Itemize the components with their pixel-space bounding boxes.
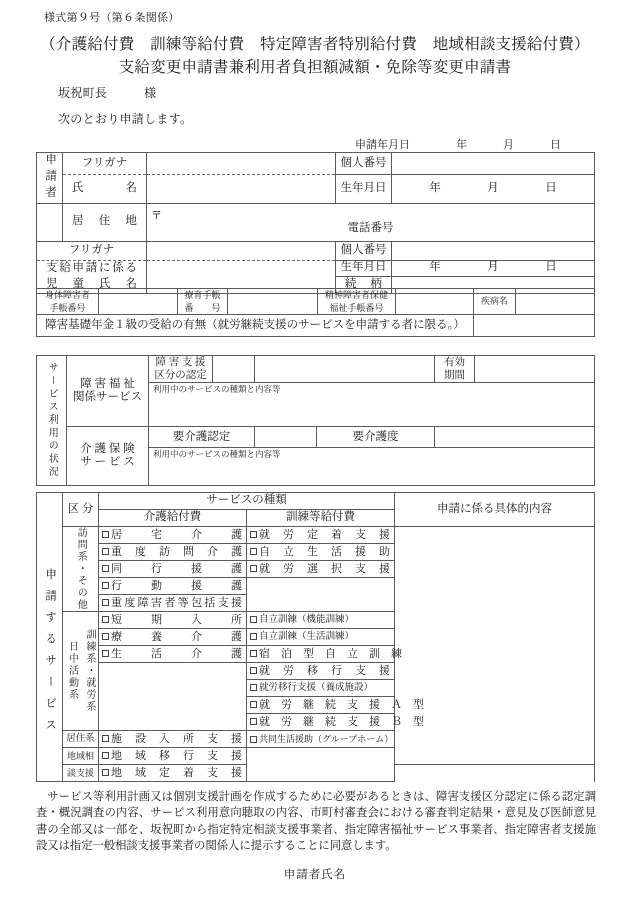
group-label-residential: 居住系 [63, 731, 99, 748]
care-certification-row [37, 427, 595, 448]
validity-period-input[interactable] [475, 356, 595, 383]
checkbox-icon[interactable] [102, 599, 109, 606]
child-name-label-1: 支給申請に係る [37, 260, 147, 276]
consent-text: サービス等利用計画又は個別支援計画を作成するために必要があるときは、障害支援区分認定に係る認定調査・概況調査の内容、サービス利用意向聴取の内容、市町村審査会における審査判定結果・意見及び医師意見書の全部又は一部を、坂祝町から指定特定相談支援事業者、指定障害福祉サービス事業者、指定障害者支援施設又は指定一般相談支援事業者の関係人に提示することに同意します。 [36, 791, 596, 853]
ryoiku-certificate-input[interactable] [228, 289, 318, 315]
service-checkbox-cell[interactable]: 自 立 生 活 援 助 [247, 544, 395, 561]
checkbox-icon[interactable] [250, 548, 257, 555]
service-checkbox-cell[interactable]: 施 設 入 所 支 援 [99, 731, 247, 748]
group-label-daytime [63, 612, 99, 731]
checkbox-icon[interactable] [102, 616, 109, 623]
addressee: 坂祝町長 様 [58, 86, 157, 100]
care-certification-input[interactable] [255, 427, 317, 448]
services-header-row-1 [37, 493, 595, 510]
checkbox-icon[interactable] [250, 565, 257, 572]
child-furigana-input[interactable] [147, 241, 336, 260]
pension-row [37, 315, 595, 337]
group-label-regional-1: 地域相 [63, 748, 99, 765]
mental-certificate-input[interactable] [396, 289, 474, 315]
service-checkbox-cell[interactable]: 地 域 定 着 支 援 [99, 765, 247, 782]
service-checkbox-cell[interactable]: 療 養 介 護 [99, 629, 247, 646]
application-date-month: 月 [503, 139, 514, 151]
checkbox-icon[interactable] [250, 616, 257, 623]
empty-cell-regional [247, 748, 395, 782]
form-title-line1: （介護給付費 訓練等給付費 特定障害者特別給付費 地域相談支援給付費） [40, 36, 590, 53]
empty-slash-cell-2 [99, 663, 247, 731]
applicant-address-row [37, 203, 595, 241]
service-checkbox-cell[interactable]: 地 域 移 行 支 援 [99, 748, 247, 765]
services-table [36, 492, 595, 782]
applicant-furigana-label: フリガナ [63, 153, 147, 175]
applicant-birth-input[interactable] [392, 174, 595, 203]
pension-input[interactable] [474, 315, 595, 337]
checkbox-icon[interactable] [250, 650, 257, 657]
service-checkbox-cell[interactable]: 生 活 介 護 [99, 646, 247, 663]
applicant-vertical-label-cont [37, 203, 63, 241]
service-checkbox-cell[interactable]: 就 労 選 択 支 援 [247, 561, 395, 578]
welfare-service-label: 障 害 福 祉 関係サービス [67, 356, 149, 427]
checkbox-icon[interactable] [102, 531, 109, 538]
service-checkbox-cell[interactable]: 重 度 訪 問 介 護 [99, 544, 247, 561]
child-birth-month: 月 [487, 261, 499, 274]
child-name-row-1 [37, 260, 595, 276]
certificates-row [37, 289, 595, 315]
checkbox-icon[interactable] [250, 684, 257, 691]
service-checkbox-cell[interactable]: 共同生活援助（グループホーム） [247, 731, 395, 748]
services-vertical-label-head [37, 493, 63, 527]
service-checkbox-cell[interactable]: 重度障害者等包括支援 [99, 595, 247, 612]
applicant-table [36, 152, 595, 294]
service-checkbox-cell[interactable]: 行 動 援 護 [99, 578, 247, 595]
disease-name-label: 疾病名 [474, 289, 516, 315]
service-row [37, 527, 595, 544]
ryoiku-certificate-label: 療育手帳 番 号 [178, 289, 228, 315]
checkbox-icon[interactable] [250, 718, 257, 725]
mental-certificate-label: 精神障害者保健 福祉手帳番号 [318, 289, 396, 315]
care-insurance-label: 介 護 保 険 サ ー ビ ス [67, 427, 149, 486]
checkbox-icon[interactable] [102, 633, 109, 640]
applicant-birth-year: 年 [429, 182, 441, 195]
disability-category-label: 障 害 支 援 区分の認定 [149, 356, 213, 383]
checkbox-icon[interactable] [102, 769, 109, 776]
welfare-content-input[interactable]: 利用中のサービスの種類と内容等 [149, 383, 595, 427]
applicant-address-input[interactable] [147, 203, 595, 241]
care-level-input[interactable] [435, 427, 595, 448]
group-label-regional-2: 談支援 [63, 765, 99, 782]
application-date-row [355, 136, 600, 152]
applicant-birth-label: 生年月日 [336, 174, 392, 203]
group-label-daytime-right: 訓練系・就労系 [84, 629, 95, 713]
checkbox-icon[interactable] [102, 735, 109, 742]
checkbox-icon[interactable] [250, 701, 257, 708]
validity-period-label: 有効 期間 [435, 356, 475, 383]
physical-certificate-input[interactable] [99, 289, 178, 315]
checkbox-icon[interactable] [250, 736, 257, 743]
application-date-label: 申請年月日 [355, 139, 410, 151]
intro-text: 次のとおり申請します。 [58, 112, 193, 126]
pension-label: 障害基礎年金１級の受給の有無（就労継続支援のサービスを申請する者に限る。） [37, 315, 474, 337]
service-checkbox-cell[interactable]: 宿 泊 型 自 立 訓 練 [247, 646, 395, 663]
applicant-mynumber-label: 個人番号 [336, 153, 392, 175]
checkbox-icon[interactable] [250, 633, 257, 640]
division-label: 区 分 [63, 493, 99, 527]
disability-category-extra-input[interactable] [255, 356, 435, 383]
checkbox-icon[interactable] [102, 650, 109, 657]
child-mynumber-input[interactable] [392, 241, 595, 260]
group-label-visiting: 訪問系・その他 [63, 527, 99, 612]
checkbox-icon[interactable] [250, 667, 257, 674]
physical-certificate-label: 身体障害者 手帳番号 [37, 289, 99, 315]
checkbox-icon[interactable] [102, 565, 109, 572]
checkbox-icon[interactable] [102, 582, 109, 589]
child-relation-label: 続 柄 [336, 276, 392, 293]
form-title-line2: 支給変更申請書兼利用者負担額減額・免除等変更申請書 [118, 59, 512, 76]
checkbox-icon[interactable] [250, 531, 257, 538]
service-checkbox-cell[interactable]: 就 労 移 行 支 援 [247, 663, 395, 680]
application-date-year: 年 [456, 139, 467, 151]
detail-header: 申請に係る具体的内容 [395, 493, 595, 527]
applicant-furigana-row [37, 153, 595, 175]
group-label-daytime-left: 日中活動系 [66, 641, 78, 701]
applicant-telephone-label: 電話番号 [347, 222, 394, 235]
checkbox-icon[interactable] [102, 752, 109, 759]
services-vertical-label: 申請するサービス [37, 527, 63, 782]
child-birth-year: 年 [429, 261, 441, 274]
disability-category-input[interactable] [213, 356, 255, 383]
care-certification-label: 要介護認定 [149, 427, 255, 448]
child-birth-label: 生年月日 [336, 260, 392, 276]
usage-status-table [36, 355, 595, 486]
service-checkbox-cell[interactable]: 短 期 入 所 [99, 612, 247, 629]
care-benefit-header: 介護給付費 [99, 510, 247, 527]
child-mynumber-label: 個人番号 [336, 241, 392, 260]
form-title [0, 32, 630, 77]
signature-label: 申請者氏名 [283, 869, 347, 881]
disease-name-input[interactable] [516, 289, 595, 315]
applicant-name-input[interactable] [147, 174, 336, 203]
certificates-table [36, 288, 595, 337]
detail-input-upper[interactable] [395, 527, 595, 765]
applicant-name-row [37, 174, 595, 203]
application-date-day: 日 [550, 139, 561, 151]
service-type-header: サービスの種類 [99, 493, 395, 510]
child-name-label-2: 児 童 氏 名 [37, 276, 147, 293]
applicant-name-label: 氏 名 [63, 174, 147, 203]
applicant-birth-day: 日 [545, 182, 557, 195]
service-checkbox-cell[interactable]: 自立訓練（生活訓練） [247, 629, 395, 646]
service-checkbox-cell[interactable]: 自立訓練（機能訓練） [247, 612, 395, 629]
service-checkbox-cell[interactable]: 就 労 定 着 支 援 [247, 527, 395, 544]
child-birth-input[interactable] [392, 260, 595, 276]
applicant-vertical-label: 申請者 [37, 153, 63, 204]
service-checkbox-cell[interactable]: 就 労 継 続 支 援 Ｂ 型 [247, 714, 395, 731]
service-checkbox-cell[interactable]: 居 宅 介 護 [99, 527, 247, 544]
applicant-address-label: 居 住 地 [63, 203, 147, 241]
care-content-input[interactable]: 利用中のサービスの種類と内容等 [149, 448, 595, 486]
service-checkbox-cell[interactable]: 就労移行支援（養成施設） [247, 680, 395, 697]
checkbox-icon[interactable] [102, 548, 109, 555]
postal-mark-icon: 〒 [151, 209, 162, 222]
applicant-furigana-input[interactable] [147, 153, 336, 175]
service-checkbox-cell[interactable]: 同 行 援 護 [99, 561, 247, 578]
empty-slash-cell-1 [247, 578, 395, 612]
care-level-label: 要介護度 [317, 427, 435, 448]
usage-status-vertical-label: サービス利用の状況 [37, 356, 67, 486]
child-furigana-label: フリガナ [37, 241, 147, 260]
child-birth-day: 日 [545, 261, 557, 274]
form-number: 様式第９号（第６条関係） [44, 12, 180, 24]
child-furigana-row [37, 241, 595, 260]
applicant-mynumber-input[interactable] [392, 153, 595, 175]
welfare-category-row [37, 356, 595, 383]
training-benefit-header: 訓練等給付費 [247, 510, 395, 527]
applicant-birth-month: 月 [487, 182, 499, 195]
service-checkbox-cell[interactable]: 就 労 継 続 支 援 Ａ 型 [247, 697, 395, 714]
